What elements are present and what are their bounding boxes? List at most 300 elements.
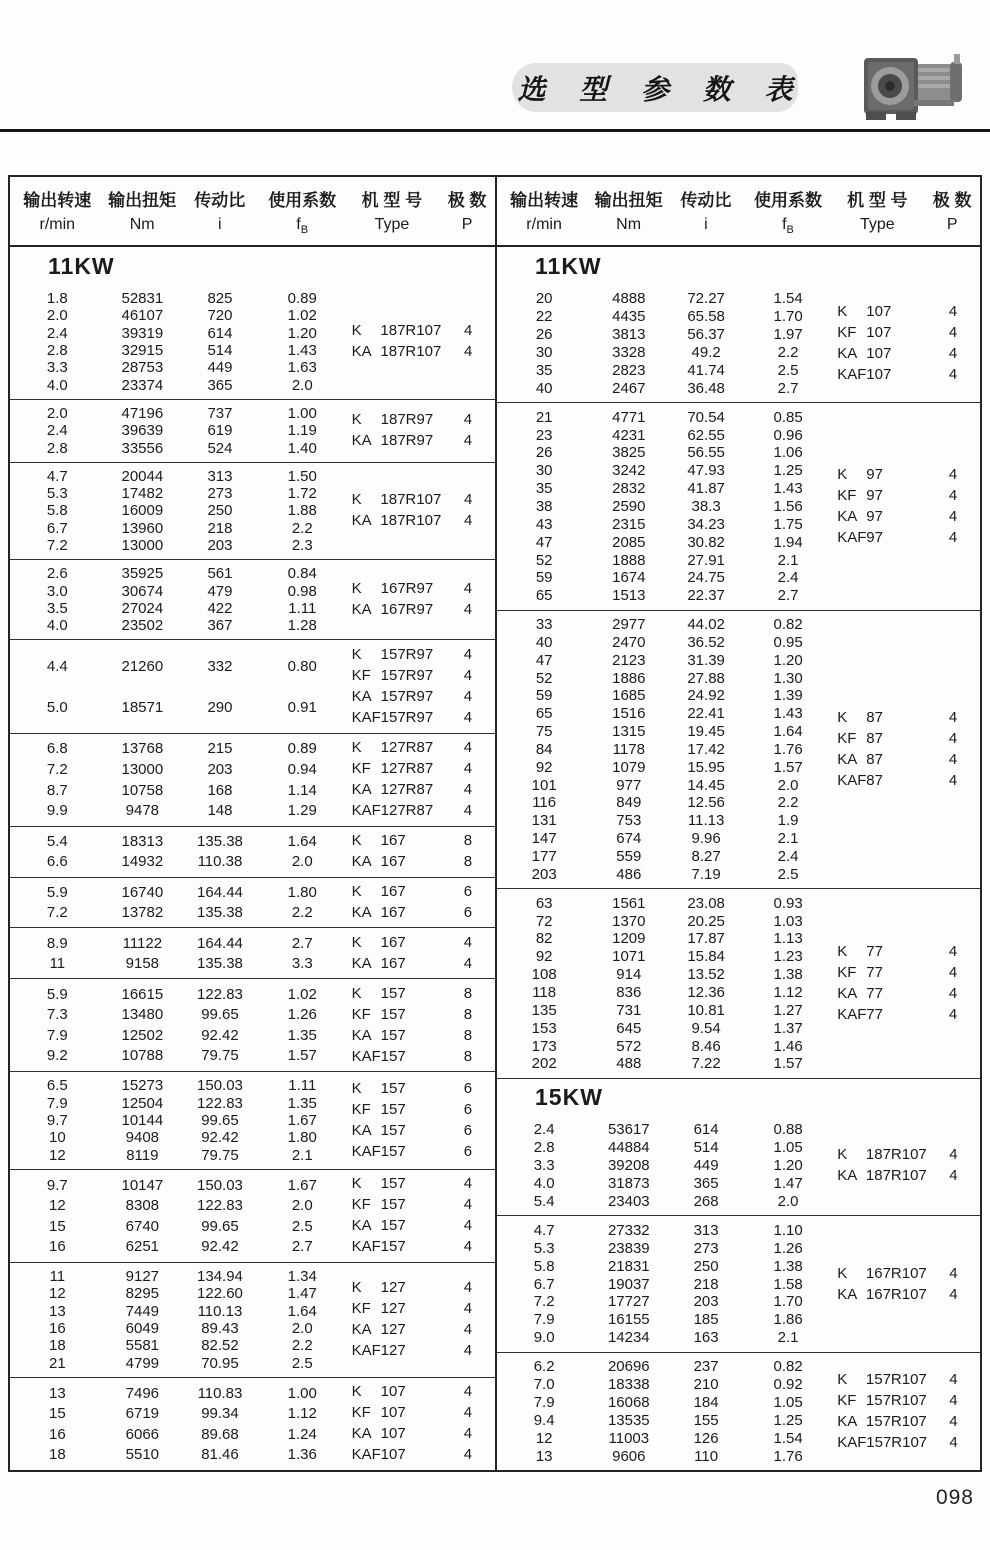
type-row: [830, 730, 980, 748]
pole-count: 4: [463, 781, 473, 799]
parameter-block: [497, 1116, 980, 1216]
type-series: K: [351, 1080, 362, 1098]
output-speed: 11: [49, 1268, 66, 1286]
output-speed: 5.8: [533, 1257, 555, 1275]
type-row: [345, 1101, 495, 1119]
output-torque: 16009: [121, 502, 164, 520]
header-unit: [830, 216, 924, 236]
service-factor: 0.84: [287, 565, 317, 583]
ratio: 30.82: [687, 533, 725, 551]
table-row: [10, 740, 345, 757]
pole-count: 4: [463, 1446, 473, 1464]
ratio: 70.54: [687, 408, 725, 426]
table-row: [10, 833, 345, 850]
type-series: KF: [837, 730, 857, 748]
pole-count: 4: [948, 345, 958, 363]
output-speed: 173: [531, 1037, 557, 1055]
output-torque: 3328: [612, 344, 646, 362]
type-series: KF: [837, 324, 857, 342]
output-torque: 1516: [612, 705, 646, 723]
type-series: KA: [351, 1425, 372, 1443]
table-row: [10, 699, 345, 716]
output-speed: 1.8: [46, 290, 68, 308]
type-model: 157: [380, 1196, 406, 1214]
table-row: [497, 1157, 830, 1174]
ratio: 273: [207, 485, 233, 503]
table-row: [497, 1240, 830, 1257]
type-row: [830, 324, 980, 342]
ratio: 215: [207, 740, 233, 758]
type-model: 157: [380, 1143, 406, 1161]
type-model: 157: [380, 1005, 406, 1023]
output-torque: 836: [616, 984, 642, 1002]
parameter-block: [10, 462, 495, 560]
output-speed: 2.8: [533, 1139, 555, 1157]
output-torque: 53617: [607, 1121, 650, 1139]
output-speed: 7.9: [533, 1311, 555, 1329]
service-factor: 2.0: [777, 776, 799, 794]
unit-text: P: [461, 215, 473, 233]
table-row: [10, 600, 345, 617]
type-row: [345, 601, 495, 619]
pole-count: 4: [463, 1404, 473, 1422]
pole-count: 4: [463, 802, 473, 820]
type-series: KAF: [351, 1143, 381, 1161]
type-model: 167: [380, 882, 406, 900]
service-factor: 2.1: [777, 830, 799, 848]
service-factor: 1.10: [773, 1221, 803, 1239]
header-label: 输出转速: [510, 190, 579, 210]
pole-count: 8: [463, 984, 473, 1002]
header-label: 机 型 号: [361, 190, 423, 210]
output-torque: 31873: [607, 1175, 650, 1193]
table-row: [497, 966, 830, 983]
type-list: [345, 1383, 495, 1465]
service-factor: 1.38: [773, 1257, 803, 1275]
type-row: [345, 580, 495, 598]
output-torque: 1178: [612, 740, 645, 758]
table-row: [497, 326, 830, 343]
output-speed: 153: [531, 1019, 557, 1037]
ratio: 449: [693, 1157, 719, 1175]
type-series: KA: [351, 601, 372, 619]
service-factor: 0.82: [773, 1358, 803, 1376]
service-factor: 2.0: [291, 376, 313, 394]
ratio: 122.83: [197, 1197, 243, 1215]
type-row: [830, 303, 980, 321]
numeric-rows: [497, 1121, 830, 1211]
table-row: [10, 1355, 345, 1372]
output-torque: 23374: [121, 376, 164, 394]
numeric-rows: [10, 1268, 345, 1372]
output-torque: 20044: [121, 467, 164, 485]
column-header-units: [497, 216, 980, 236]
output-torque: 39208: [607, 1157, 650, 1175]
service-factor: 2.1: [777, 551, 799, 569]
type-model: 167R97: [380, 601, 434, 619]
type-row: [345, 411, 495, 429]
service-factor: 1.20: [773, 1157, 803, 1175]
table-row: [10, 1385, 345, 1402]
table-right-half: [495, 177, 980, 1470]
type-series: KA: [837, 1167, 858, 1185]
column-header-units: [10, 216, 495, 236]
ratio: 11.13: [687, 812, 725, 830]
output-torque: 2832: [612, 480, 646, 498]
output-speed: 47: [535, 533, 553, 551]
output-torque: 914: [616, 966, 642, 984]
table-row: [497, 848, 830, 865]
ratio: 150.03: [197, 1077, 243, 1095]
type-row: [830, 943, 980, 961]
type-model: 157R97: [380, 709, 434, 727]
type-series: K: [351, 832, 362, 850]
table-row: [497, 569, 830, 586]
parameter-block: [497, 610, 980, 889]
pole-count: 4: [463, 491, 473, 509]
output-torque: 4799: [125, 1354, 160, 1372]
ratio: 614: [207, 324, 233, 342]
type-row: [830, 1371, 980, 1389]
table-row: [10, 1047, 345, 1064]
ratio: 36.48: [687, 379, 725, 397]
type-row: [345, 343, 495, 361]
output-torque: 44884: [607, 1139, 650, 1157]
pole-count: 6: [463, 903, 473, 921]
service-factor: 1.13: [773, 930, 803, 948]
service-factor: 1.9: [777, 812, 799, 830]
ratio: 56.55: [687, 444, 725, 462]
type-series: KF: [351, 1404, 371, 1422]
output-torque: 1561: [612, 894, 646, 912]
service-factor: 2.7: [291, 934, 313, 952]
type-model: 157: [380, 1101, 406, 1119]
output-torque: 7496: [125, 1384, 160, 1402]
ratio: 24.92: [687, 687, 725, 705]
type-list: [345, 984, 495, 1066]
type-list: [345, 405, 495, 457]
output-speed: 2.6: [46, 565, 68, 583]
type-series: K: [351, 411, 362, 429]
ratio: 82.52: [201, 1337, 239, 1355]
column-header-cn: [10, 186, 495, 211]
ratio: 20.25: [687, 912, 725, 930]
output-torque: 23502: [121, 617, 164, 635]
table-row: [497, 777, 830, 794]
type-series: KA: [351, 903, 372, 921]
output-torque: 11122: [122, 934, 163, 952]
pole-count: 4: [463, 512, 473, 530]
pole-count: 4: [949, 1412, 958, 1430]
table-row: [497, 830, 830, 847]
ratio: 15.95: [687, 758, 725, 776]
pole-count: 4: [948, 529, 958, 547]
parameter-block: [497, 402, 980, 609]
pole-count: 4: [463, 1425, 473, 1443]
page-number: 098: [935, 1486, 974, 1509]
table-row: [10, 986, 345, 1003]
header-label: 极 数: [932, 190, 972, 210]
ratio: 7.22: [691, 1055, 721, 1073]
output-torque: 28753: [121, 359, 164, 377]
output-torque: 2315: [612, 515, 646, 533]
type-row: [830, 345, 980, 363]
service-factor: 1.20: [773, 651, 803, 669]
output-speed: 35: [535, 480, 553, 498]
output-speed: 21: [535, 408, 553, 426]
service-factor: 1.94: [773, 533, 803, 551]
service-factor: 1.35: [287, 1026, 317, 1044]
table-row: [497, 1376, 830, 1393]
output-speed: 9.2: [46, 1047, 68, 1065]
output-torque: 17727: [607, 1293, 650, 1311]
output-speed: 13: [49, 1384, 66, 1402]
ratio: 313: [693, 1221, 719, 1239]
ratio: 14.45: [687, 776, 725, 794]
type-series: KA: [837, 1412, 858, 1430]
pole-count: 4: [948, 772, 958, 790]
table-row: [497, 1139, 830, 1156]
table-row: [497, 687, 830, 704]
numeric-rows: [10, 739, 345, 821]
table-row: [497, 1002, 830, 1019]
type-series: KAF: [837, 529, 867, 547]
ratio: 135.38: [197, 903, 243, 921]
service-factor: 2.4: [777, 569, 799, 587]
service-factor: 1.80: [287, 884, 317, 902]
type-series: KAF: [351, 1047, 381, 1065]
output-speed: 5.4: [46, 833, 68, 851]
table-row: [497, 1222, 830, 1239]
output-torque: 2823: [612, 362, 646, 379]
output-torque: 3242: [612, 462, 646, 480]
ratio: 720: [207, 307, 233, 325]
type-row: [830, 1434, 980, 1452]
table-row: [10, 935, 345, 952]
parameter-block: [497, 285, 980, 402]
output-torque: 849: [616, 794, 642, 812]
type-row: [830, 466, 980, 484]
output-torque: 13000: [121, 761, 164, 779]
table-row: [10, 1285, 345, 1302]
ratio: 17.87: [687, 930, 725, 948]
service-factor: 1.12: [773, 984, 803, 1002]
type-series: KA: [351, 432, 372, 450]
output-torque: 6719: [125, 1405, 160, 1423]
type-series: KF: [837, 1391, 857, 1409]
ratio: 218: [693, 1275, 719, 1293]
ratio: 122.83: [197, 985, 243, 1003]
ratio: 184: [693, 1393, 719, 1411]
pole-count: 4: [463, 667, 473, 685]
table-row: [497, 552, 830, 569]
pole-count: 6: [463, 882, 473, 900]
output-speed: 12: [49, 1197, 66, 1215]
numeric-rows: [10, 468, 345, 555]
output-speed: 12: [49, 1146, 66, 1164]
output-speed: 63: [535, 894, 553, 912]
service-factor: 1.75: [773, 515, 803, 533]
ratio: 99.65: [201, 1217, 239, 1235]
pole-count: 4: [463, 933, 473, 951]
type-list: [345, 883, 495, 923]
output-speed: 92: [535, 758, 553, 776]
service-factor: 2.2: [291, 903, 313, 921]
output-torque: 1071: [612, 948, 646, 966]
unit-text: i: [704, 215, 708, 233]
output-torque: 9127: [125, 1268, 160, 1286]
output-torque: 18338: [607, 1375, 650, 1393]
header-unit: [924, 216, 980, 236]
service-factor: 1.97: [773, 326, 803, 344]
output-torque: 13768: [121, 740, 164, 758]
ratio: 203: [207, 761, 233, 779]
type-model: 157: [380, 1217, 406, 1235]
type-row: [830, 1286, 980, 1304]
output-speed: 8.7: [46, 781, 68, 799]
output-speed: 33: [535, 616, 553, 634]
type-series: KAF: [351, 1342, 381, 1360]
type-model: 107: [380, 1425, 406, 1443]
service-factor: 1.37: [773, 1019, 803, 1037]
output-speed: 65: [535, 587, 553, 605]
ratio: 449: [207, 359, 233, 377]
pole-count: 4: [949, 1146, 958, 1164]
service-factor: 1.57: [287, 1047, 317, 1065]
service-factor: 0.92: [773, 1375, 803, 1393]
type-row: [345, 646, 495, 664]
table-row: [10, 1405, 345, 1422]
type-row: [830, 1413, 980, 1431]
pole-count: 8: [463, 853, 473, 871]
output-torque: 6251: [125, 1238, 160, 1256]
table-row: [10, 1027, 345, 1044]
type-row: [345, 512, 495, 530]
service-factor: 1.29: [287, 802, 317, 820]
output-torque: 20696: [607, 1358, 650, 1376]
output-speed: 3.0: [46, 582, 68, 600]
ratio: 126: [693, 1429, 719, 1447]
ratio: 218: [207, 519, 233, 537]
output-speed: 18: [49, 1446, 66, 1464]
output-speed: 5.8: [46, 502, 68, 520]
table-row: [10, 342, 345, 359]
type-series: KA: [351, 688, 372, 706]
output-speed: 92: [535, 948, 553, 966]
pole-count: 4: [463, 739, 473, 757]
type-model: 167R107: [865, 1285, 927, 1303]
type-row: [830, 709, 980, 727]
service-factor: 1.26: [773, 1239, 803, 1257]
type-model: 107: [866, 366, 892, 384]
ratio: 49.2: [691, 344, 721, 362]
output-torque: 753: [616, 812, 642, 830]
type-row: [345, 1048, 495, 1066]
ratio: 22.37: [687, 587, 725, 605]
table-row: [10, 904, 345, 921]
ratio: 619: [207, 422, 233, 440]
type-list: [345, 1077, 495, 1164]
output-speed: 13: [49, 1302, 66, 1320]
output-torque: 23839: [607, 1239, 650, 1257]
table-row: [497, 670, 830, 687]
output-torque: 4231: [612, 426, 646, 444]
parameter-block: [497, 1215, 980, 1351]
output-speed: 4.7: [533, 1221, 555, 1239]
output-speed: 12: [535, 1429, 553, 1447]
output-torque: 35925: [121, 565, 164, 583]
table-row: [497, 587, 830, 604]
page-title-banner: [512, 63, 806, 112]
service-factor: 0.91: [287, 698, 317, 716]
header-unit: [260, 216, 345, 236]
type-model: 187R107: [380, 512, 442, 530]
pole-count: 4: [463, 1321, 473, 1339]
type-series: KA: [351, 1026, 372, 1044]
output-torque: 30674: [121, 582, 164, 600]
ratio: 614: [693, 1121, 719, 1139]
output-torque: 1315: [612, 723, 646, 741]
output-torque: 8119: [126, 1146, 159, 1164]
type-model: 187R107: [380, 491, 442, 509]
output-speed: 10: [49, 1129, 66, 1147]
header-unit: [10, 216, 105, 236]
type-model: 167: [380, 903, 406, 921]
ratio: 89.43: [201, 1320, 239, 1337]
service-factor: 1.14: [287, 781, 317, 799]
parameter-block: [10, 927, 495, 978]
output-torque: 2590: [612, 497, 646, 515]
ratio: 110.83: [197, 1384, 243, 1402]
service-factor: 1.57: [773, 1055, 803, 1073]
ratio: 89.68: [201, 1425, 239, 1443]
ratio: 99.34: [201, 1405, 239, 1423]
ratio: 237: [693, 1358, 719, 1376]
output-torque: 9606: [612, 1447, 646, 1465]
numeric-rows: [497, 1358, 830, 1465]
pole-count: 4: [463, 432, 473, 450]
pole-count: 4: [949, 1370, 958, 1388]
ratio: 72.27: [687, 290, 725, 308]
type-model: 77: [866, 943, 883, 961]
output-speed: 7.2: [46, 537, 68, 555]
table-row: [497, 759, 830, 776]
service-factor: 1.02: [287, 985, 317, 1003]
service-factor: 1.46: [773, 1037, 803, 1055]
output-speed: 21: [49, 1354, 66, 1372]
service-factor: 2.0: [291, 1320, 313, 1337]
pole-count: 4: [948, 324, 958, 342]
ratio: 135.38: [197, 833, 243, 851]
power-section-title: 15KW: [497, 1078, 980, 1116]
output-torque: 559: [616, 847, 642, 865]
type-model: 157R107: [865, 1391, 927, 1409]
ratio: 168: [207, 781, 233, 799]
output-torque: 5581: [125, 1337, 160, 1355]
output-torque: 572: [616, 1037, 642, 1055]
type-list: [345, 739, 495, 821]
ratio: 332: [207, 657, 233, 675]
output-speed: 75: [535, 723, 553, 741]
table-row: [10, 1095, 345, 1112]
table-row: [497, 895, 830, 912]
ratio: 92.42: [201, 1238, 239, 1256]
ratio: 10.81: [687, 1001, 725, 1019]
table-row: [10, 405, 345, 422]
output-torque: 9478: [125, 802, 160, 820]
output-torque: 486: [616, 865, 642, 883]
table-row: [10, 1129, 345, 1146]
